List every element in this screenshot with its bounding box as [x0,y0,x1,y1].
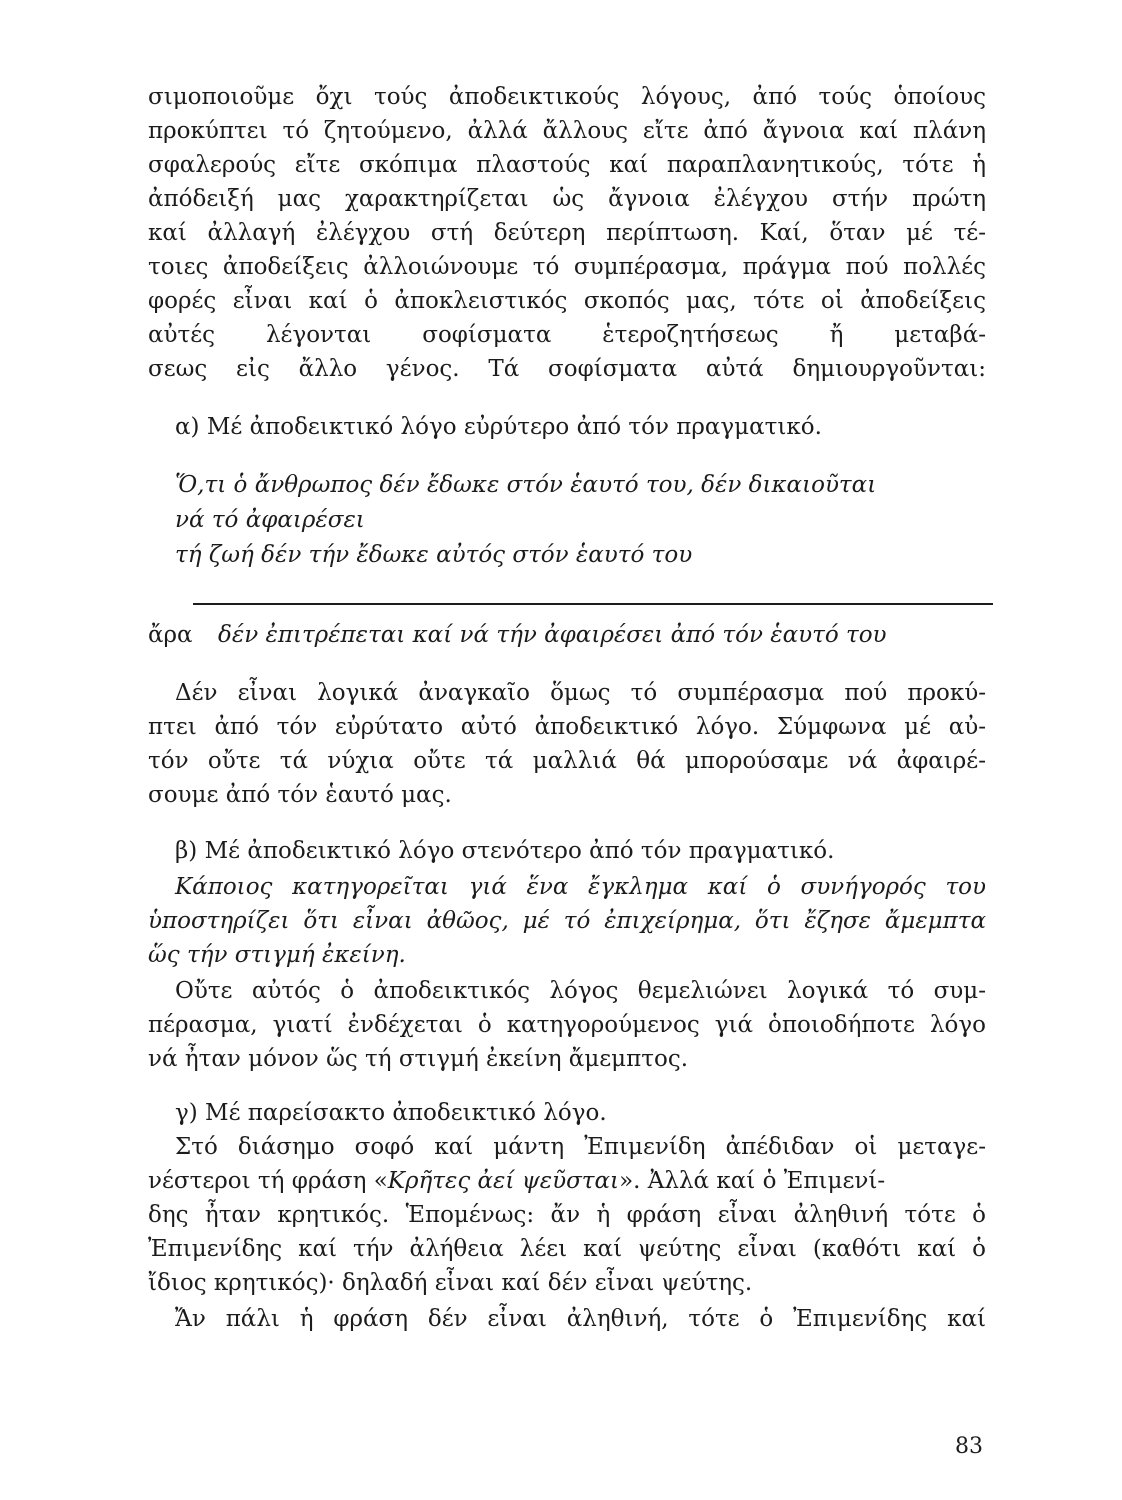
text-line: δης ἦταν κρητικός. Ἑπομένως: ἄν ἡ φράση εἶναι ἀληθινή τότε ὁ [148,1202,986,1228]
page-number: 83 [955,1434,983,1459]
text-line: ἀπόδειξή μας χαρακτηρίζεται ὡς ἄγνοια ἐλέγχου στήν πρώτη [148,186,986,212]
text-line: πέρασμα, γιατί ἐνδέχεται ὁ κατηγορούμενος γιά ὁποιοδήποτε λόγο [148,1012,986,1038]
example-line: ὑποστηρίζει ὅτι εἶναι ἀθῶος, μέ τό ἐπιχείρημα, ὅτι ἔζησε ἄμεμπτα [148,908,986,934]
text-line: νά ἦταν μόνον ὥς τή στιγμή ἐκείνη ἄμεμπτος. [148,1046,689,1072]
example-line: ὥς τήν στιγμή ἐκείνη. [148,942,406,968]
list-item-a: α) Μέ ἀποδεικτικό λόγο εὐρύτερο ἀπό τόν πραγματικό. [175,414,822,440]
text-line: Οὔτε αὐτός ὁ ἀποδεικτικός λόγος θεμελιώνει λογικά τό συμ- [175,978,986,1004]
text-line: πτει ἀπό τόν εὐρύτατο αὐτό ἀποδεικτικό λόγο. Σύμφωνα μέ αὐ- [148,714,986,740]
text-fragment: νέστεροι τή φράση « [148,1168,388,1194]
text-fragment: ». Ἀλλά καί ὁ Ἐπιμενί- [619,1168,886,1194]
syllogism-rule [193,603,993,605]
text-line: Ἐπιμενίδης καί τήν ἀλήθεια λέει καί ψεύτης εἶναι (καθότι καί ὁ [148,1236,986,1262]
text-line: Στό διάσημο σοφό καί μάντη Ἐπιμενίδη ἀπέδιδαν οἱ μεταγε- [175,1134,986,1160]
text-line: τόν οὔτε τά νύχια οὔτε τά μαλλιά θά μπορούσαμε νά ἀφαιρέ- [148,748,986,774]
syllogism-premise: τή ζωή δέν τήν ἔδωκε αὐτός στόν ἑαυτό του [175,542,693,568]
text-line: προκύπτει τό ζητούμενο, ἀλλά ἄλλους εἴτε ἀπό ἄγνοια καί πλάνη [148,118,986,144]
list-item-b: β) Μέ ἀποδεικτικό λόγο στενότερο ἀπό τόν πραγματικό. [175,838,835,864]
text-line: Ἄν πάλι ἡ φράση δέν εἶναι ἀληθινή, τότε ὁ Ἐπιμενίδης καί [175,1306,986,1332]
text-line: αὐτές λέγονται σοφίσματα ἑτεροζητήσεως ἤ μεταβά- [148,322,986,348]
text-line: ἴδιος κρητικός)· δηλαδή εἶναι καί δέν εἶναι ψεύτης. [148,1270,753,1296]
text-line: σουμε ἀπό τόν ἑαυτό μας. [148,782,452,808]
syllogism-conclusion-prefix: ἄρα [148,622,193,648]
text-line-with-quote [148,1166,986,1200]
syllogism-premise: νά τό ἀφαιρέσει [175,507,365,533]
list-item-c: γ) Μέ παρείσακτο ἀποδεικτικό λόγο. [175,1100,607,1126]
text-line: σφαλερούς εἴτε σκόπιμα πλαστούς καί παραπλανητικούς, τότε ἡ [148,152,986,178]
text-line: καί ἀλλαγή ἐλέγχου στή δεύτερη περίπτωση. Καί, ὅταν μέ τέ- [148,220,986,246]
example-line: Κάποιος κατηγορεῖται γιά ἕνα ἔγκλημα καί ὁ συνήγορός του [175,874,986,900]
quoted-phrase: Κρῆτες ἀεί ψεῦσται [387,1168,620,1194]
text-line: φορές εἶναι καί ὁ ἀποκλειστικός σκοπός μας, τότε οἱ ἀποδείξεις [148,288,986,314]
text-line: Δέν εἶναι λογικά ἀναγκαῖο ὅμως τό συμπέρασμα πού προκύ- [175,680,986,706]
text-line: τοιες ἀποδείξεις ἀλλοιώνουμε τό συμπέρασμα, πράγμα πού πολλές [148,254,986,280]
syllogism-premise: Ὅ,τι ὁ ἄνθρωπος δέν ἔδωκε στόν ἑαυτό του, δέν δικαιοῦται [175,472,877,498]
text-line: σιμοποιοῦμε ὄχι τούς ἀποδεικτικούς λόγους, ἀπό τούς ὁποίους [148,84,986,110]
syllogism-conclusion: δέν ἐπιτρέπεται καί νά τήν ἀφαιρέσει ἀπό τόν ἑαυτό του [218,622,887,648]
text-line: σεως εἰς ἄλλο γένος. Τά σοφίσματα αὐτά δημιουργοῦνται: [148,356,986,382]
